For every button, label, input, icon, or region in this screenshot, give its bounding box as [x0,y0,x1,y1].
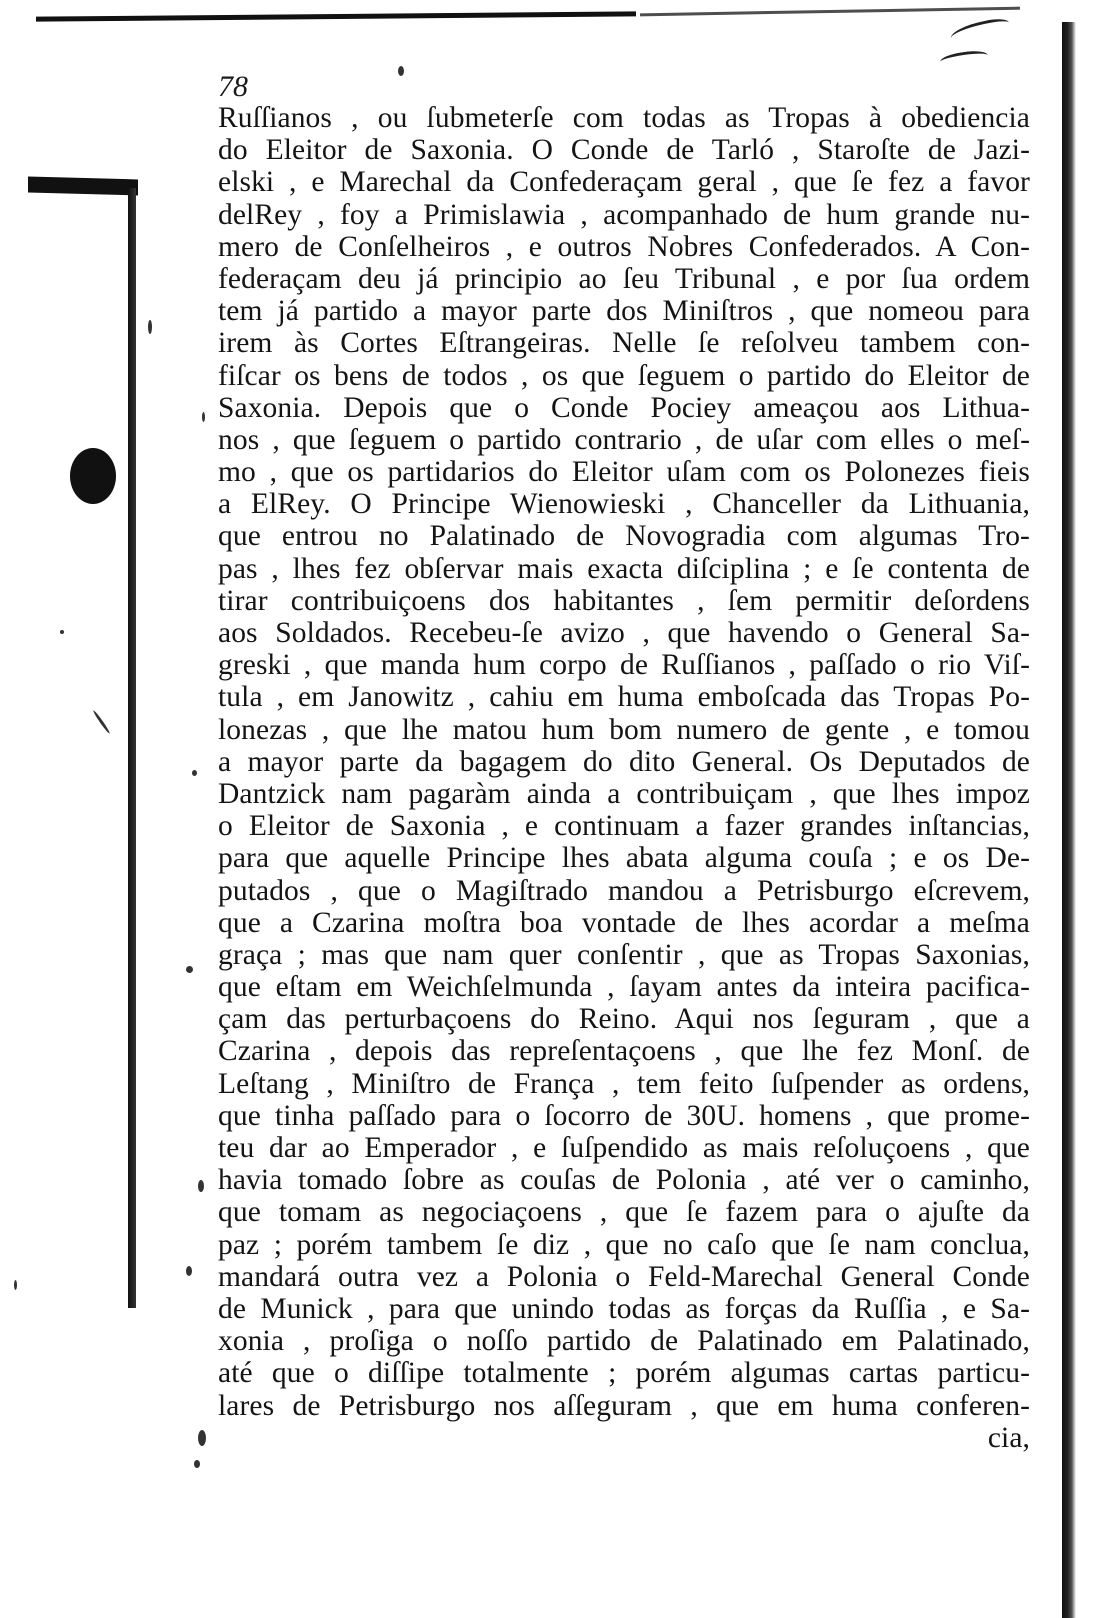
text-line: teu dar ao Emperador , e ſuſpendido as mais reſoluçoens , que [218,1132,1030,1164]
body-text [218,102,1030,1454]
top-border-rule [36,11,636,21]
right-page-edge-shadow [1062,22,1076,1618]
text-line: que a Czarina moſtra boa vontade de lhes acordar a meſma [218,906,1030,939]
text-line: mo , que os partidarios do Eleitor uſam com os Polonezes fieis [218,456,1030,489]
ink-speck [60,630,64,634]
text-line: xonia , proſiga o noſſo partido de Palatinado em Palatinado, [218,1325,1030,1358]
text-line: federaçam deu já principio ao ſeu Tribunal , e por ſua ordem [218,262,1030,295]
left-page-edge-dark [28,177,138,196]
text-line: Leſtang , Miniſtro de França , tem feito ſuſpender as ordens, [218,1067,1030,1100]
text-line: a mayor parte da bagagem do dito General. Os Deputados de [218,745,1030,778]
ink-blot [70,448,116,504]
text-line: mandará outra vez a Polonia o Feld-Marechal General Conde [218,1260,1030,1293]
text-line: delRey , foy a Primislawia , acompanhado de hum grande nu- [218,198,1030,231]
ink-speck [198,1180,204,1192]
text-line: putados , que o Magiſtrado mandou a Petrisburgo eſcrevem, [218,874,1030,907]
text-line: que eſtam em Weichſelmunda , ſayam antes da inteira pacifica- [218,971,1030,1004]
text-line: o Eleitor de Saxonia , e continuam a fazer grandes inſtancias, [218,810,1030,843]
ink-speck [92,710,111,735]
text-line: havia tomado ſobre as couſas de Polonia , até ver o caminho, [218,1164,1030,1197]
text-line: elski , e Marechal da Confederaçam geral , que ſe fez a favor [218,166,1030,199]
text-line: aos Soldados. Recebeu-ſe avizo , que havendo o General Sa- [218,617,1030,649]
text-line: mero de Conſelheiros , e outros Nobres Confederados. A Con- [218,230,1030,263]
text-line: até que o diſſipe totalmente ; porém algumas cartas particu- [218,1357,1030,1390]
text-line: Saxonia. Depois que o Conde Pociey ameaçou aos Lithua- [218,391,1030,424]
text-line: que tomam as negociaçoens , que ſe fazem para o ajuſte da [218,1196,1030,1229]
text-line: lonezas , que lhe matou hum bom numero de gente , e tomou [218,713,1030,746]
text-line: fiſcar os bens de todos , os que ſeguem o partido do Eleitor de [218,359,1030,392]
text-line: greski , que manda hum corpo de Ruſſianos , paſſado o rio Viſ- [218,649,1030,682]
text-line: que entrou no Palatinado de Novogradia com algumas Tro- [218,520,1030,553]
ink-speck [398,66,404,76]
ink-scribble-mark-upper [949,16,1011,45]
text-line: tem já partido a mayor parte dos Miniſtros , que nomeou para [218,295,1030,328]
text-line: tula , em Janowitz , cahiu em huma emboſcada das Tropas Po- [218,681,1030,714]
ink-speck [186,966,193,973]
text-line: paz ; porém tambem ſe diz , que no caſo que ſe nam conclua, [218,1228,1030,1261]
text-line: irem às Cortes Eſtrangeiras. Nelle ſe reſolveu tambem con- [218,327,1030,360]
page-number: 78 [218,70,248,103]
text-line: nos , que ſeguem o partido contrario , de uſar com elles o meſ- [218,423,1030,456]
text-line: que tinha paſſado para o ſocorro de 30U. homens , que prome- [218,1099,1030,1132]
ink-speck [186,1266,192,1276]
text-line: tirar contribuiçoens dos habitantes , ſem permitir deſordens [218,584,1030,617]
ink-speck [194,1460,200,1468]
top-border-rule-faint [640,7,1020,17]
text-line: lares de Petrisburgo nos aſſeguram , que em huma conferen- [218,1389,1030,1422]
catchword: cia, [987,1421,1030,1454]
ink-speck [202,412,205,422]
text-line: a ElRey. O Principe Wienowieski , Chanceller da Lithuania, [218,488,1030,521]
text-line: çam das perturbaçoens do Reino. Aqui nos ſeguram , que a [218,1003,1030,1036]
ink-speck [14,1280,17,1290]
left-page-fold-line [128,188,136,1308]
ink-speck [148,320,152,334]
text-line: pas , lhes fez obſervar mais exacta diſciplina ; e ſe contenta de [218,552,1030,585]
text-line: graça ; mas que nam quer conſentir , que as Tropas Saxonias, [218,938,1030,971]
text-line: Czarina , depois das repreſentaçoens , que lhe fez Monſ. de [218,1035,1030,1068]
text-line: de Munick , para que unindo todas as forças da Ruſſia , e Sa- [218,1292,1030,1325]
ink-scribble-mark [939,49,988,69]
ink-speck [192,770,197,776]
ink-speck [198,1430,206,1446]
text-line: Ruſſianos , ou ſubmeterſe com todas as Tropas à obediencia [218,102,1030,134]
text-line: do Eleitor de Saxonia. O Conde de Tarló , Staroſte de Jazi- [218,134,1030,167]
text-line: Dantzick nam pagaràm ainda a contribuiçam , que lhes impoz [218,777,1030,810]
text-line: para que aquelle Principe lhes abata alguma couſa ; e os De- [218,842,1030,875]
